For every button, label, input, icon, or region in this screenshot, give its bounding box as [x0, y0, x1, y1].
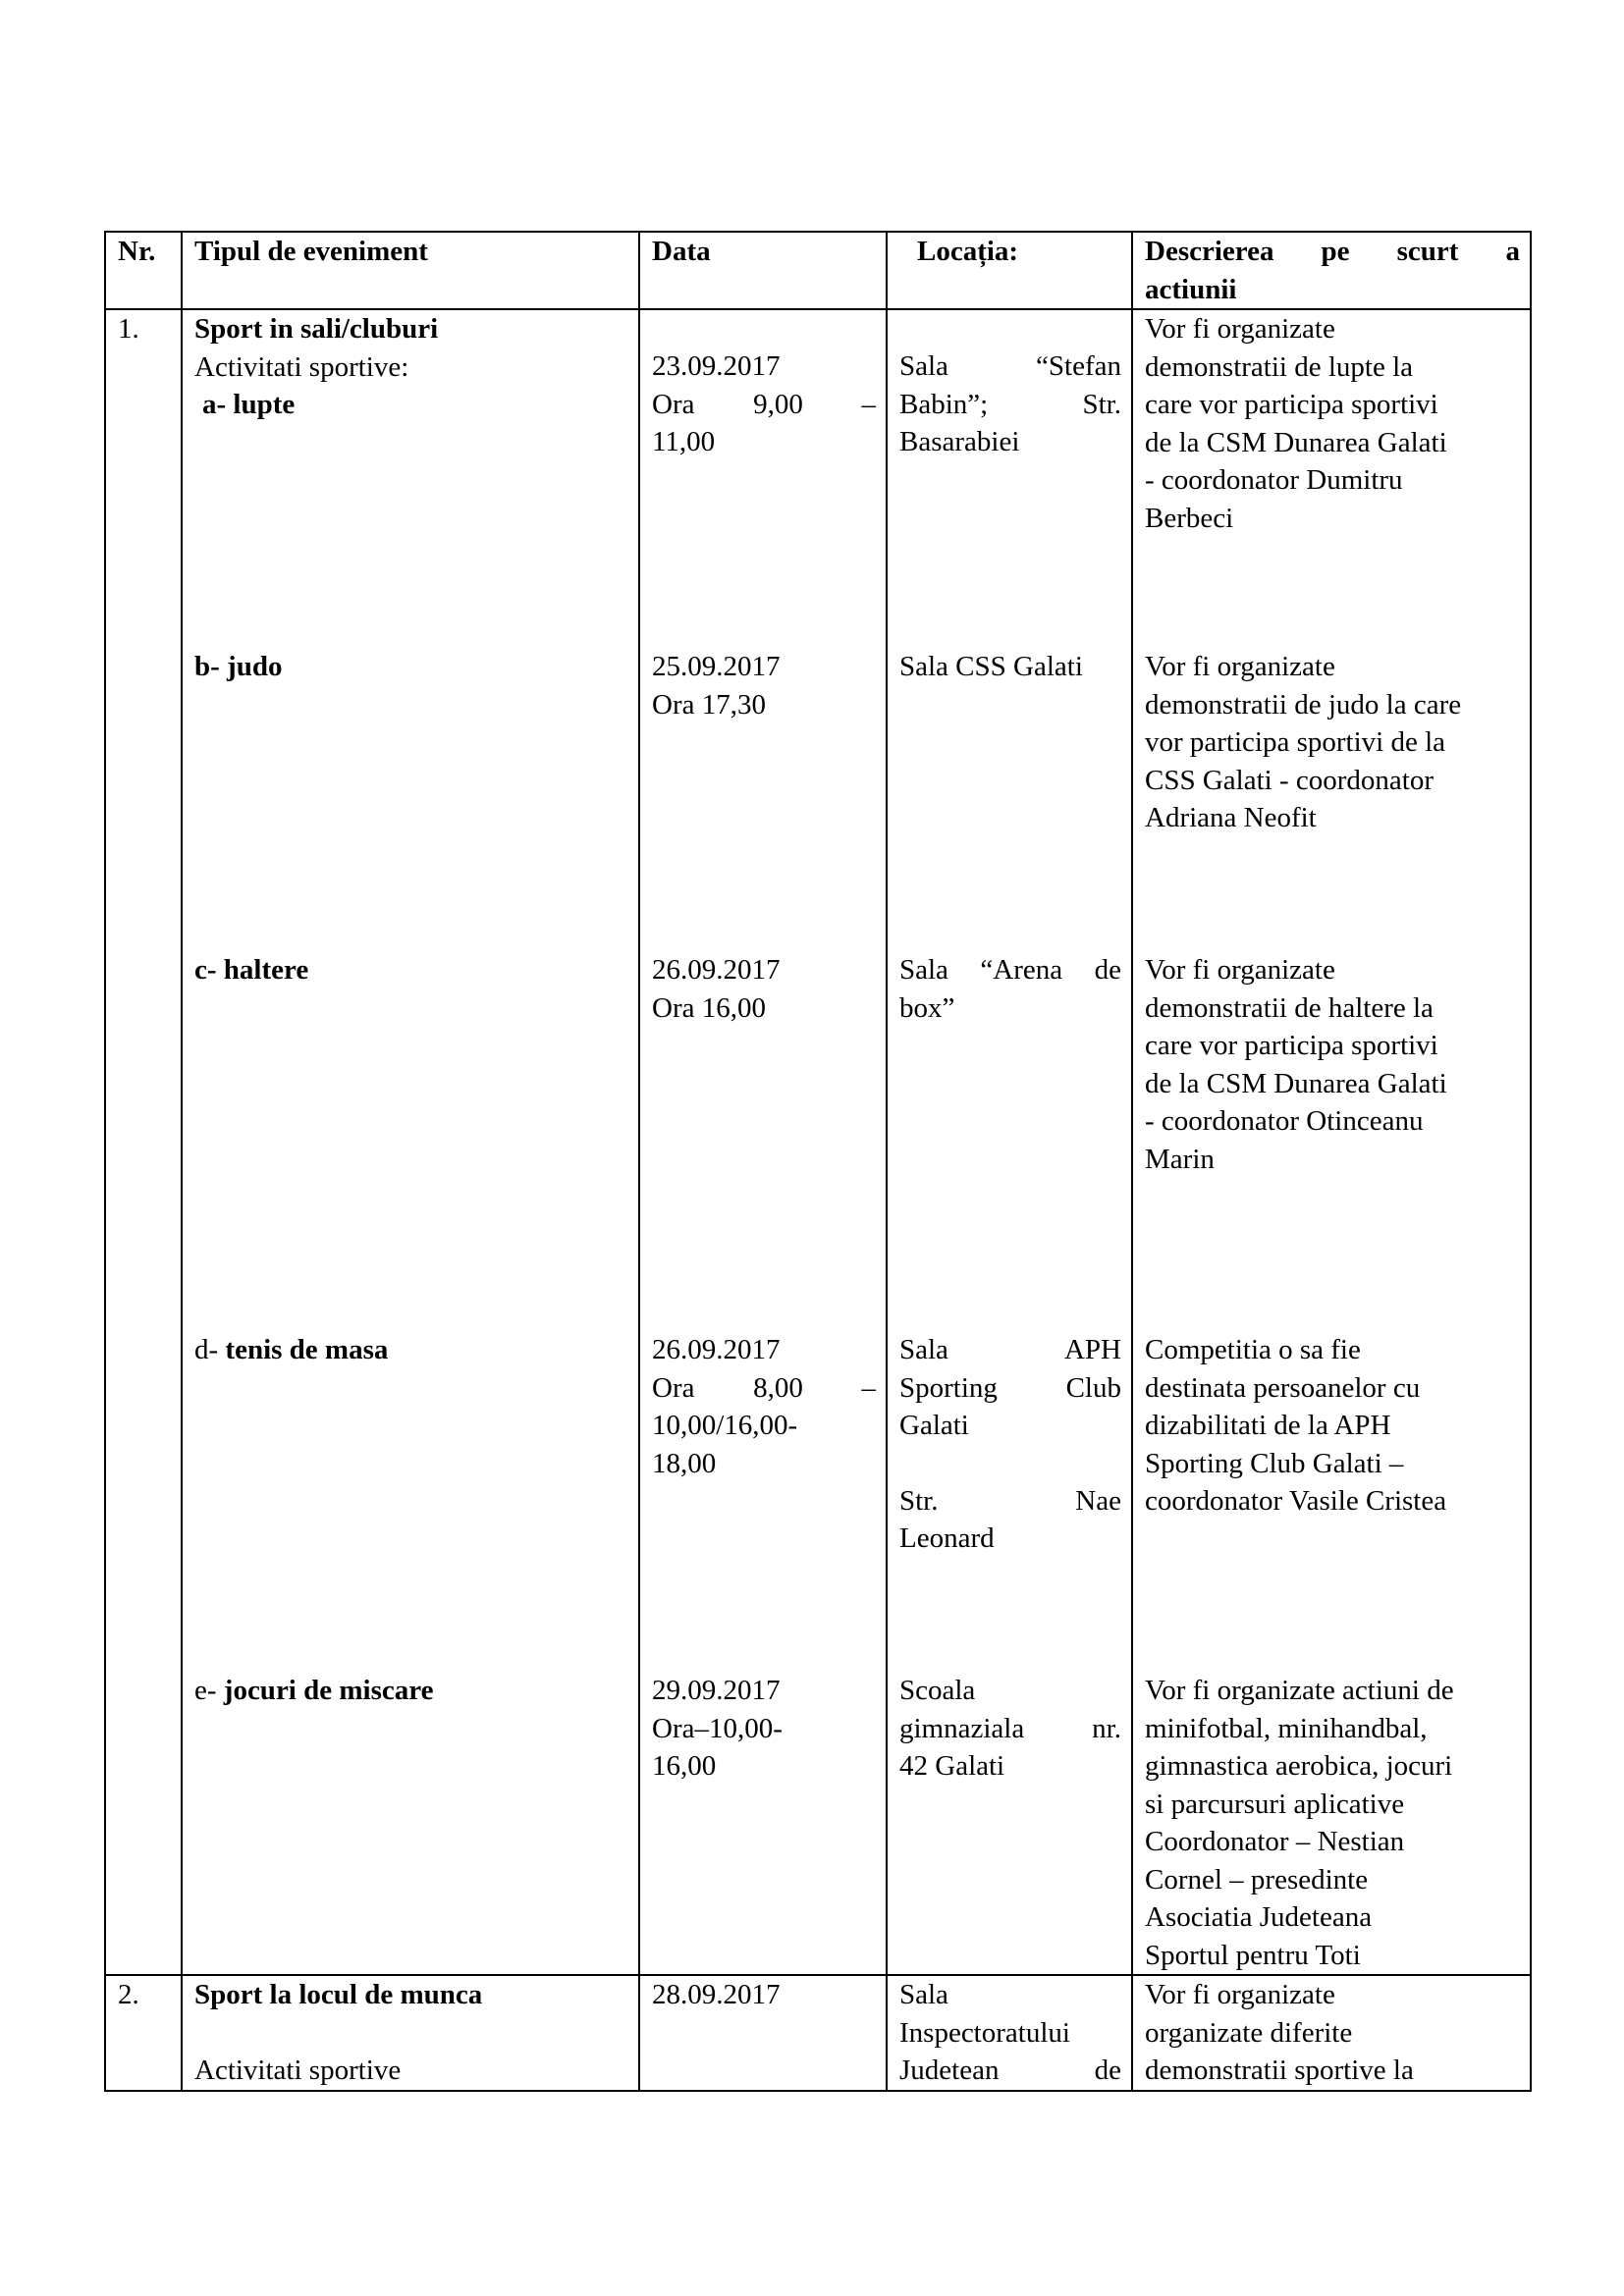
event-name [194, 386, 628, 424]
event-name [194, 1672, 628, 1710]
event-type-cell [182, 648, 639, 951]
event-type-cell [182, 1331, 639, 1672]
date-line: Ora 9,00 – [652, 388, 876, 420]
event-type-cell [182, 951, 639, 1331]
section-title: Sport la locul de munca [194, 1979, 483, 2010]
location-line: gimnaziala nr. [899, 1712, 1121, 1744]
location-line: Inspectoratului [899, 2016, 1070, 2049]
location-line: Basarabiei [899, 426, 1020, 457]
description-line: organizate diferite [1145, 2016, 1353, 2049]
date-cell [639, 1672, 887, 1975]
location-cell [887, 951, 1132, 1331]
location-line: box” [899, 991, 955, 1024]
description-line: demonstratii de judo la care [1145, 688, 1462, 721]
date-line: 10,00/16,00- [652, 1410, 798, 1441]
description-line: Cornel – presedinte [1145, 1863, 1369, 1896]
date-cell [639, 1975, 887, 2091]
table-row [105, 1672, 1531, 1975]
description-cell [1132, 648, 1531, 951]
event-label: haltere [223, 954, 309, 986]
description-line: care vor participa sportivi [1145, 389, 1438, 420]
event-letter: b- [194, 651, 228, 682]
header-description [1132, 232, 1531, 309]
date-line: Ora 8,00 – [652, 1371, 876, 1404]
event-type-cell [182, 1672, 639, 1975]
table-header-row [105, 232, 1531, 309]
description-line: - coordonator Dumitru [1145, 464, 1403, 496]
description-line: Sportul pentru Toti [1145, 1939, 1361, 1971]
date-line: Ora 17,30 [652, 688, 766, 721]
description-line: Sporting Club Galati – [1145, 1447, 1404, 1479]
description-cell [1132, 1975, 1531, 2091]
event-label: tenis de masa [225, 1334, 389, 1365]
event-label: lupte [233, 389, 296, 420]
header-location: Locația: [887, 232, 1132, 309]
date-cell [639, 1331, 887, 1672]
location-line: Leonard [899, 1522, 995, 1554]
date-cell [639, 309, 887, 648]
date-cell [639, 951, 887, 1331]
location-cell [887, 1975, 1132, 2091]
row-number: 1. [105, 309, 182, 648]
description-line: minifotbal, minihandbal, [1145, 1712, 1428, 1744]
section-subtitle: Activitati sportive: [194, 350, 409, 383]
date-line: 26.09.2017 [652, 954, 781, 986]
description-line: si parcursuri aplicative [1145, 1788, 1405, 1820]
location-line: Sporting Club [899, 1371, 1121, 1404]
location-line: Str. Nae [899, 1484, 1121, 1517]
description-line: vor participa sportivi de la [1145, 726, 1446, 758]
location-line: Sala APH [899, 1334, 1121, 1365]
description-line: Berbeci [1145, 502, 1234, 534]
location-cell [887, 309, 1132, 648]
description-line: dizabilitati de la APH [1145, 1410, 1391, 1441]
location-line: Judetean de [899, 2055, 1121, 2086]
description-line: - coordonator Otinceanu [1145, 1105, 1424, 1137]
event-letter: d- [194, 1334, 226, 1365]
description-line: destinata persoanelor cu [1145, 1371, 1421, 1404]
header-event-type: Tipul de eveniment [182, 232, 639, 309]
description-cell [1132, 1331, 1531, 1672]
date-line: 18,00 [652, 1447, 717, 1479]
location-line: Sala CSS Galati [899, 651, 1083, 682]
description-line: demonstratii de lupte la [1145, 350, 1414, 383]
description-line: Adriana Neofit [1145, 802, 1317, 833]
description-line: gimnastica aerobica, jocuri [1145, 1750, 1453, 1782]
description-line: care vor participa sportivi [1145, 1030, 1438, 1061]
description-line: Vor fi organizate [1145, 954, 1335, 986]
location-cell [887, 648, 1132, 951]
date-line: Ora–10,00- [652, 1712, 783, 1744]
date-line: 29.09.2017 [652, 1675, 781, 1706]
date-line: 25.09.2017 [652, 651, 781, 682]
table-row [105, 951, 1531, 1331]
description-line: de la CSM Dunarea Galati [1145, 1067, 1447, 1099]
description-line: Vor fi organizate [1145, 313, 1335, 345]
event-name [194, 648, 628, 686]
header-description-line: actiunii [1145, 273, 1237, 305]
event-name [194, 951, 628, 989]
table-row [105, 1975, 1531, 2091]
date-line: 28.09.2017 [652, 1979, 781, 2010]
location-line: Scoala [899, 1675, 976, 1706]
header-date: Data [639, 232, 887, 309]
location-line: Sala “Arena de [899, 954, 1121, 986]
date-cell [639, 648, 887, 951]
events-table [104, 231, 1532, 2092]
description-line: Marin [1145, 1143, 1215, 1175]
description-line: de la CSM Dunarea Galati [1145, 426, 1447, 458]
location-line: Sala “Stefan [899, 350, 1121, 382]
description-line: Competitia o sa fie [1145, 1334, 1361, 1365]
description-line: coordonator Vasile Cristea [1145, 1485, 1447, 1517]
section-title: Sport in sali/cluburi [194, 313, 439, 345]
table-row [105, 648, 1531, 951]
description-line: Vor fi organizate [1145, 651, 1335, 682]
section-subtitle: Activitati sportive [194, 2054, 402, 2086]
date-line: 16,00 [652, 1750, 717, 1782]
description-line: demonstratii sportive la [1145, 2055, 1414, 2086]
date-line: 11,00 [652, 426, 716, 457]
location-cell [887, 1331, 1132, 1672]
event-letter: c- [194, 954, 224, 986]
location-cell [887, 1672, 1132, 1975]
description-line: Vor fi organizate actiuni de [1145, 1675, 1454, 1706]
event-name [194, 1331, 628, 1369]
description-cell [1132, 309, 1531, 648]
event-type-cell [182, 1975, 639, 2091]
location-line: Sala [899, 1979, 948, 2010]
event-label: jocuri de miscare [223, 1675, 434, 1706]
description-line: Vor fi organizate [1145, 1979, 1335, 2010]
description-cell [1132, 951, 1531, 1331]
date-line: 26.09.2017 [652, 1334, 781, 1365]
event-letter: a- [202, 389, 234, 420]
row-number: 2. [105, 1975, 182, 2091]
header-nr: Nr. [105, 232, 182, 309]
description-line: Coordonator – Nestian [1145, 1826, 1405, 1857]
description-line: demonstratii de haltere la [1145, 991, 1434, 1024]
date-line: Ora 16,00 [652, 991, 766, 1024]
table-row [105, 1331, 1531, 1672]
description-cell [1132, 1672, 1531, 1975]
header-description-line: Descrierea pe scurt a [1145, 236, 1520, 267]
description-line: Asociatia Judeteana [1145, 1901, 1373, 1933]
table-row [105, 309, 1531, 648]
location-line: Galati [899, 1410, 969, 1441]
location-line: 42 Galati [899, 1750, 1005, 1782]
location-line: Babin”; Str. [899, 388, 1121, 420]
description-line: CSS Galati - coordonator [1145, 764, 1434, 796]
event-label: judo [227, 651, 283, 682]
event-letter: e- [194, 1675, 224, 1706]
event-type-cell [182, 309, 639, 648]
date-line: 23.09.2017 [652, 350, 781, 382]
